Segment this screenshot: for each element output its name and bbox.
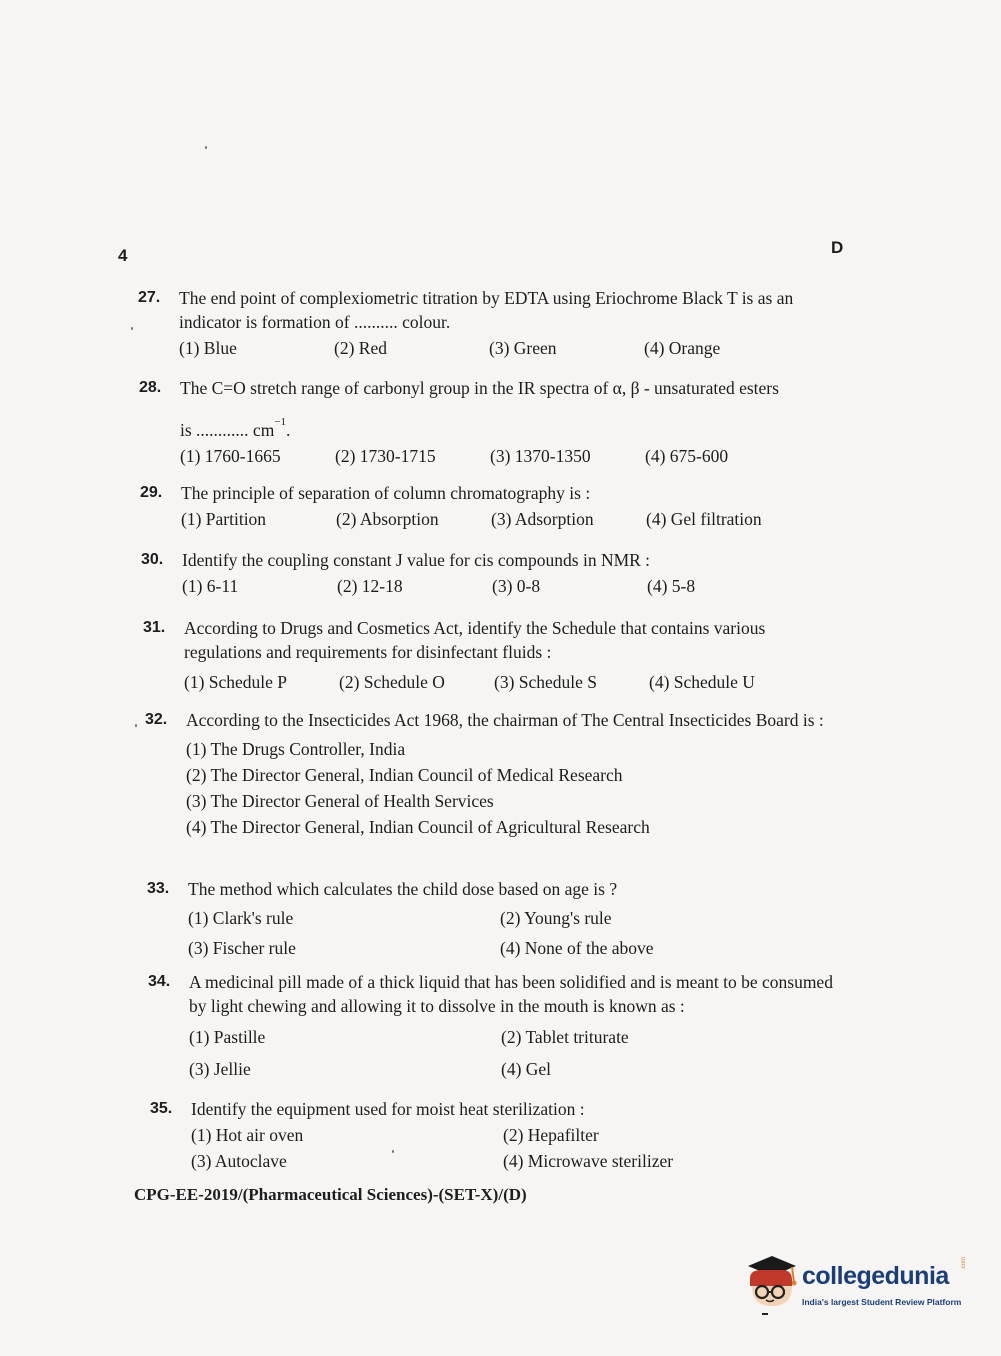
option: (3) 0-8 bbox=[492, 576, 541, 596]
option: (4) 5-8 bbox=[647, 576, 696, 596]
question-29 bbox=[140, 481, 840, 531]
mascot-logo-icon bbox=[742, 1248, 802, 1318]
option: (2) Schedule O bbox=[339, 672, 445, 692]
option: (3) 1370-1350 bbox=[490, 445, 591, 466]
options bbox=[179, 336, 838, 360]
question-text: The method which calculates the child dose based on age is ? bbox=[188, 879, 618, 899]
scan-speck bbox=[131, 327, 133, 330]
set-letter: D bbox=[831, 238, 844, 257]
options bbox=[181, 507, 840, 531]
question-number: 27. bbox=[138, 289, 161, 306]
option: (4) Gel bbox=[501, 1059, 552, 1079]
question-34 bbox=[148, 970, 850, 1082]
question-text: According to Drugs and Cosmetics Act, identify the Schedule that contains various regulations and requirements for disinfectant fluids : bbox=[184, 618, 766, 662]
option: (4) None of the above bbox=[500, 938, 654, 958]
option: (2) Red bbox=[334, 338, 387, 358]
scan-speck bbox=[135, 724, 137, 727]
page-number: 4 bbox=[118, 246, 128, 265]
option: (2) Young's rule bbox=[500, 908, 612, 928]
option: (2) The Director General, Indian Council of Medical Research bbox=[186, 765, 623, 785]
option: (4) Schedule U bbox=[649, 672, 755, 692]
option: (1) The Drugs Controller, India bbox=[186, 739, 406, 759]
option: (4) Gel filtration bbox=[646, 509, 762, 529]
question-text: According to the Insecticides Act 1968, the chairman of The Central Insecticides Board is : bbox=[186, 710, 824, 730]
question-number: 30. bbox=[141, 551, 164, 568]
question-number: 29. bbox=[140, 484, 163, 501]
options bbox=[180, 444, 839, 468]
option: (2) 1730-1715 bbox=[335, 445, 436, 466]
footer-code: CPG-EE-2019/(Pharmaceutical Sciences)-(SET-X)/(D) bbox=[134, 1185, 527, 1204]
question-text: Identify the coupling constant J value for cis compounds in NMR : bbox=[182, 550, 651, 570]
question-31 bbox=[143, 616, 845, 694]
question-32 bbox=[145, 708, 847, 840]
option: (1) Partition bbox=[181, 509, 267, 529]
options bbox=[188, 905, 847, 961]
brand-suffix: .com bbox=[961, 1256, 967, 1270]
question-number: 33. bbox=[147, 880, 170, 897]
collegedunia-watermark bbox=[742, 1248, 972, 1318]
options bbox=[189, 1024, 850, 1082]
question-text-continued bbox=[180, 414, 839, 442]
option: (4) Microwave sterilizer bbox=[503, 1151, 674, 1171]
question-text: The end point of complexiometric titration by EDTA using Eriochrome Black T is as an indicator is formation of .......... colour. bbox=[179, 288, 794, 332]
option: (1) Pastille bbox=[189, 1027, 266, 1047]
option: (2) Tablet triturate bbox=[501, 1027, 629, 1047]
question-number: 34. bbox=[148, 973, 171, 990]
question-text: The C=O stretch range of carbonyl group in the IR spectra of α, β - unsaturated esters bbox=[180, 378, 779, 398]
question-30 bbox=[141, 548, 841, 598]
brand-tagline: India's largest Student Review Platform bbox=[802, 1297, 962, 1307]
options bbox=[182, 574, 841, 598]
options bbox=[184, 670, 845, 694]
question-text-part: is ............ cm bbox=[180, 419, 275, 440]
option: (4) The Director General, Indian Council of Agricultural Research bbox=[186, 817, 650, 837]
option: (1) Hot air oven bbox=[191, 1125, 304, 1145]
scan-speck bbox=[205, 146, 207, 149]
option: (4) 675-600 bbox=[645, 445, 729, 466]
question-number: 28. bbox=[139, 379, 162, 396]
question-33 bbox=[147, 877, 847, 961]
question-number: 32. bbox=[145, 711, 168, 728]
option: (2) Hepafilter bbox=[503, 1125, 599, 1145]
question-text: A medicinal pill made of a thick liquid that has been solidified and is meant to be consumed by light chewing and allowing it to dissolve in the mouth is known as : bbox=[189, 972, 833, 1016]
option: (3) Green bbox=[489, 338, 557, 358]
option: (3) Fischer rule bbox=[188, 938, 296, 958]
option: (1) Clark's rule bbox=[188, 908, 294, 928]
option: (3) Jellie bbox=[189, 1059, 251, 1079]
question-text: Identify the equipment used for moist heat sterilization : bbox=[191, 1099, 585, 1119]
option: (1) 1760-1665 bbox=[180, 445, 281, 466]
option: (1) Blue bbox=[179, 338, 237, 358]
option: (2) Absorption bbox=[336, 509, 439, 529]
option: (3) Adsorption bbox=[491, 509, 594, 529]
option: (4) Orange bbox=[644, 338, 721, 358]
question-35 bbox=[150, 1097, 850, 1174]
options bbox=[191, 1122, 850, 1174]
question-number: 35. bbox=[150, 1100, 173, 1117]
brand-name: collegedunia bbox=[802, 1262, 949, 1290]
unit-exponent: −1 bbox=[274, 416, 287, 428]
question-text-end: . bbox=[286, 419, 291, 440]
question-number: 31. bbox=[143, 619, 166, 636]
option: (3) Schedule S bbox=[494, 672, 598, 692]
question-27 bbox=[138, 286, 838, 360]
option: (1) Schedule P bbox=[184, 672, 288, 692]
option: (1) 6-11 bbox=[182, 576, 239, 596]
options bbox=[186, 736, 847, 840]
option: (3) Autoclave bbox=[191, 1151, 287, 1171]
option: (3) The Director General of Health Services bbox=[186, 791, 494, 811]
question-28 bbox=[139, 376, 839, 468]
question-text: The principle of separation of column chromatography is : bbox=[181, 483, 591, 503]
option: (2) 12-18 bbox=[337, 576, 403, 596]
